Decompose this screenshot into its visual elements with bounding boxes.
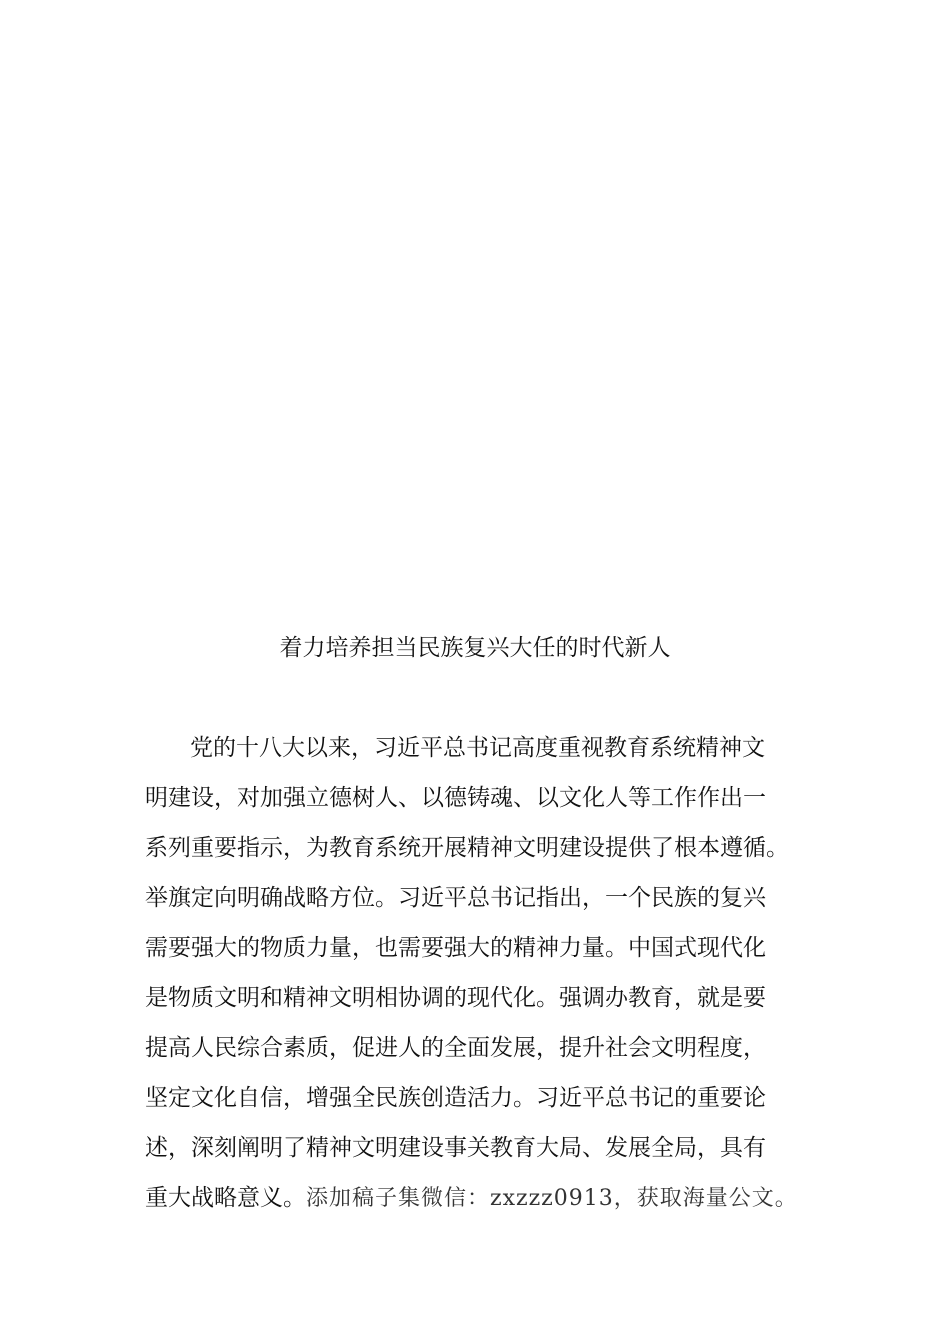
paragraph-line-6: 是物质文明和精神文明相协调的现代化。强调办教育，就是要 xyxy=(145,985,766,1011)
paragraph-line-4: 举旗定向明确战略方位。习近平总书记指出，一个民族的复兴 xyxy=(145,885,766,911)
paragraph-line-8: 坚定文化自信，增强全民族创造活力。习近平总书记的重要论 xyxy=(145,1085,766,1111)
paragraph-line-3: 系列重要指示，为教育系统开展精神文明建设提供了根本遵循。 xyxy=(145,835,789,861)
paragraph-line-7: 提高人民综合素质，促进人的全面发展，提升社会文明程度， xyxy=(145,1035,766,1061)
paragraph-line-2: 明建设，对加强立德树人、以德铸魂、以文化人等工作作出一 xyxy=(145,785,766,811)
wechat-note: 添加稿子集微信：zxzzz0913，获取海量公文。 xyxy=(306,1186,798,1211)
paragraph-line-9: 述，深刻阐明了精神文明建设事关教育大局、发展全局，具有 xyxy=(145,1135,766,1161)
paragraph-line-1: 党的十八大以来，习近平总书记高度重视教育系统精神文 xyxy=(190,735,765,761)
document-title: 着力培养担当民族复兴大任的时代新人 xyxy=(279,635,671,661)
paragraph-line-10 xyxy=(145,1180,798,1217)
paragraph-line-10-text: 重大战略意义。 xyxy=(145,1185,306,1211)
paragraph-line-5: 需要强大的物质力量，也需要强大的精神力量。中国式现代化 xyxy=(145,935,766,961)
